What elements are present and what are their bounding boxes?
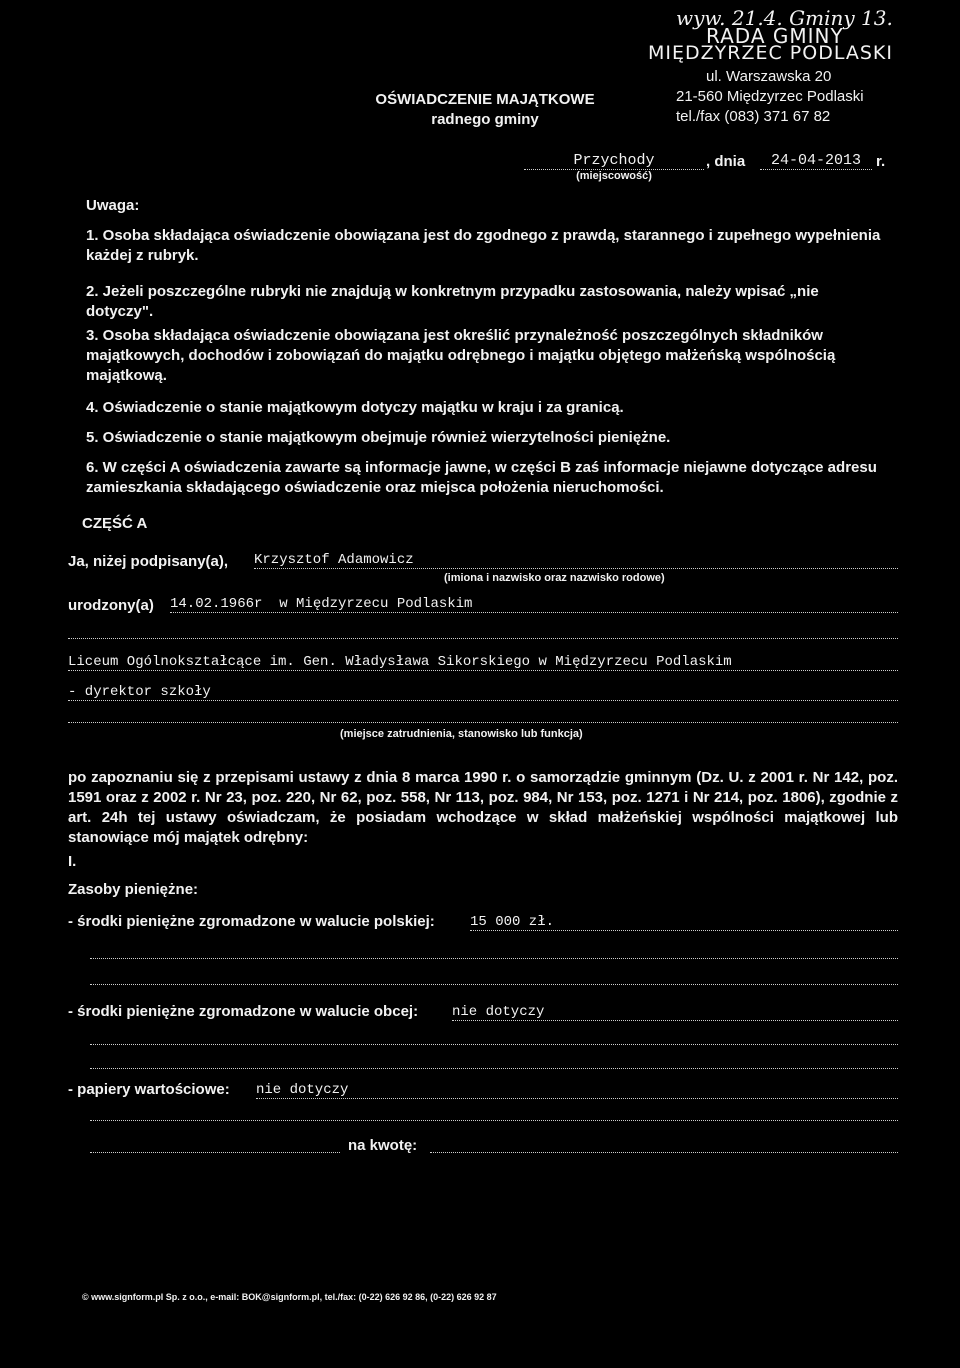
stamp-phone: tel./fax (083) 371 67 82 — [676, 108, 831, 125]
blank-line — [68, 628, 898, 639]
securities-label: - papiery wartościowe: — [68, 1081, 230, 1098]
blank-line — [90, 974, 898, 985]
date-suffix: r. — [876, 153, 886, 170]
place-caption: (miejscowość) — [576, 170, 652, 182]
part-a-heading: CZĘŚĆ A — [82, 515, 148, 532]
position-value: - dyrektor szkoły — [68, 684, 898, 701]
blank-line — [90, 1058, 898, 1069]
stamp-city: MIĘDZYRZEC PODLASKI — [648, 42, 893, 64]
blank-line — [90, 1110, 898, 1121]
securities-value: nie dotyczy — [256, 1082, 898, 1099]
place-field — [524, 152, 704, 182]
born-label: urodzony(a) — [68, 597, 154, 614]
blank-line — [90, 1034, 898, 1045]
blank-line — [90, 948, 898, 959]
section-number: I. — [68, 853, 77, 870]
legal-text: po zapoznaniu się z przepisami ustawy z dnia 8 marca 1990 r. o samorządzie gminnym (Dz. U. z 2001 r. Nr 142, poz. 1591 oraz z 2002 r. Nr 23, poz. 220, Nr 62, poz. 558, Nr 113, poz. 984, Nr 153, poz. 1271 i Nr 214, poz. 1806), zgodnie z art. 24h tej ustawy oświadczam, że posiadam wchodzące w skład małżeńskiej wspólności majątkowej lub stanowiące mój majątek odrębny: — [68, 769, 898, 846]
note-6: 6. W części A oświadczenia zawarte są informacje jawne, w części B zaś informacje niejawne dotyczące adresu zamieszkania składającego oświadczenie oraz miejsca położenia nieruchomości. — [86, 459, 877, 496]
employer-caption: (miejsce zatrudnienia, stanowisko lub funkcja) — [340, 728, 583, 740]
name-caption: (imiona i nazwisko oraz nazwisko rodowe) — [444, 572, 665, 584]
date-value: 24-04-2013 — [760, 152, 872, 170]
blank-line — [68, 712, 898, 723]
notes-heading: Uwaga: — [86, 197, 140, 214]
note-2: 2. Jeżeli poszczególne rubryki nie znajdują w konkretnym przypadku zastosowania, należy wpisać „nie dotyczy". — [86, 283, 819, 320]
document-subtitle: radnego gminy — [431, 111, 539, 128]
born-value: 14.02.1966r w Międzyrzecu Podlaskim — [170, 596, 898, 613]
place-value: Przychody — [524, 152, 704, 170]
date-label: , dnia — [706, 153, 746, 170]
document-title: OŚWIADCZENIE MAJĄTKOWE — [375, 91, 595, 108]
stamp-postal: 21-560 Międzyrzec Podlaski — [676, 88, 864, 105]
signed-label: Ja, niżej podpisany(a), — [68, 553, 229, 570]
note-1: 1. Osoba składająca oświadczenie obowiązana jest do zgodnego z prawdą, starannego i zupełnego wypełnienia każdej z rubryk. — [86, 227, 881, 264]
note-5: 5. Oświadczenie o stanie majątkowym obejmuje również wierzytelności pieniężne. — [86, 429, 671, 446]
stamp-org: RADA GMINY — [706, 24, 844, 48]
cash-foreign-label: - środki pieniężne zgromadzone w walucie obcej: — [68, 1003, 419, 1020]
note-4: 4. Oświadczenie o stanie majątkowym dotyczy majątku w kraju i za granicą. — [86, 399, 624, 416]
cash-pln-label: - środki pieniężne zgromadzone w walucie polskiej: — [68, 913, 435, 930]
blank-line — [90, 1142, 340, 1153]
amount-label: na kwotę: — [348, 1137, 418, 1154]
note-3: 3. Osoba składająca oświadczenie obowiązana jest określić przynależność poszczególnych składników majątkowych, dochodów i zobowiązań do majątku odrębnego i majątku objętego małżeńską wspólnością majątkową. — [86, 327, 836, 384]
signed-name: Krzysztof Adamowicz — [254, 552, 898, 569]
cash-foreign-value: nie dotyczy — [452, 1004, 898, 1021]
section-title: Zasoby pieniężne: — [68, 881, 199, 898]
cash-pln-value: 15 000 zł. — [470, 914, 898, 931]
handwritten-annotation: wyw. 21.4. Gminy 13. — [676, 6, 893, 30]
employer-value: Liceum Ogólnokształcące im. Gen. Władysława Sikorskiego w Międzyrzecu Podlaskim — [68, 654, 898, 671]
stamp-street: ul. Warszawska 20 — [706, 68, 832, 85]
footer-text: © www.signform.pl Sp. z o.o., e-mail: BOK@signform.pl, tel./fax: (0-22) 626 92 86, (0-22) 626 92 87 — [82, 1292, 497, 1302]
blank-line — [430, 1142, 898, 1153]
